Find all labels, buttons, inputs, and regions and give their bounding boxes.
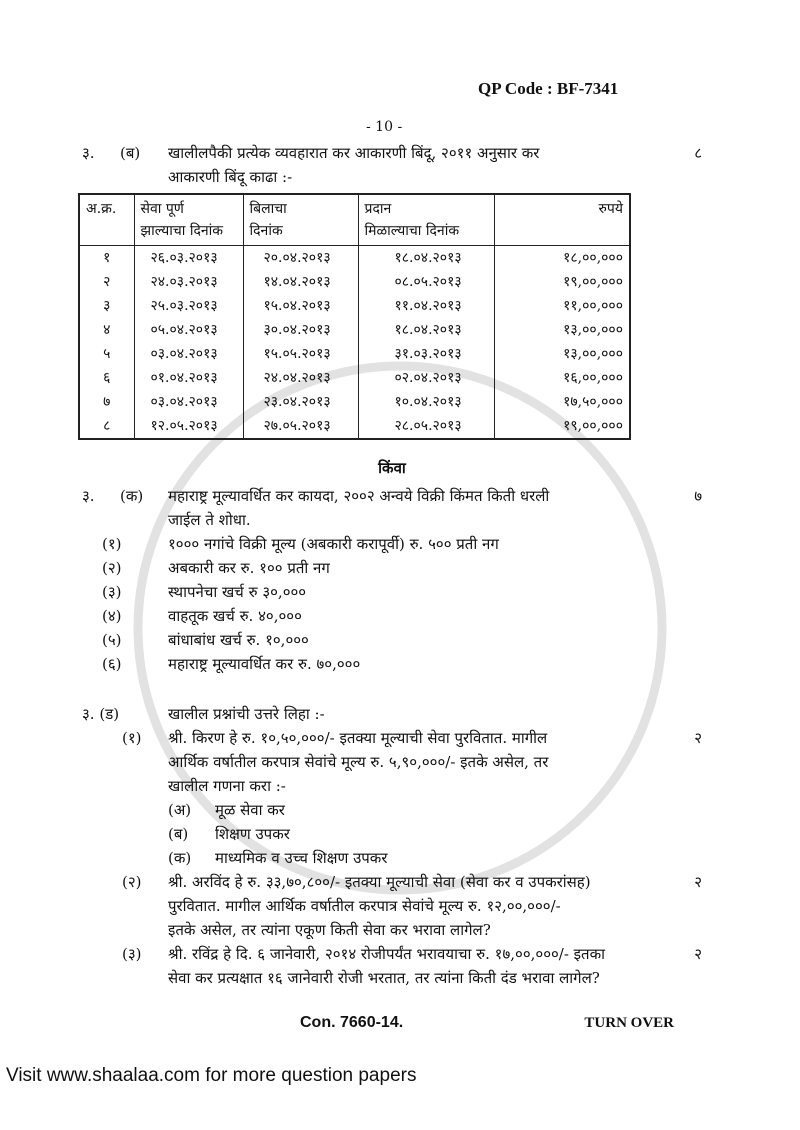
visit-link[interactable]: Visit www.shaalaa.com for more question papers bbox=[6, 1065, 417, 1086]
service-date-cell: ०३.०४.२०१३ bbox=[134, 390, 243, 414]
subquestion-part bbox=[82, 822, 702, 846]
list-item bbox=[82, 604, 702, 628]
subquestion-part bbox=[82, 798, 702, 822]
part-number: (क) bbox=[168, 849, 192, 867]
marks: २ bbox=[694, 945, 702, 963]
service-date-cell: ०५.०४.२०१३ bbox=[134, 318, 243, 342]
question-text: महाराष्ट्र मूल्यावर्धित कर कायदा, २००२ अन्वये विक्री किंमत किती धरली bbox=[168, 487, 550, 505]
service-date-cell: २५.०३.२०१३ bbox=[134, 294, 243, 318]
question-number: ३. bbox=[82, 144, 95, 162]
item-number: (६) bbox=[102, 655, 122, 673]
header-rupees: रुपये bbox=[494, 194, 630, 246]
sr-no-cell: ४ bbox=[79, 318, 134, 342]
subquestion-text: पुरवितात. मागील आर्थिक वर्षातील करपात्र सेवांचे मूल्य रु. १२,००,०००/- bbox=[168, 897, 561, 915]
item-text: १००० नगांचे विक्री मूल्य (अबकारी करापूर्वी) रु. ५०० प्रती नग bbox=[168, 535, 499, 553]
question-text: खालीलपैकी प्रत्येक व्यवहारात कर आकारणी बिंदू, २०११ अनुसार कर bbox=[168, 144, 540, 162]
item-number: (४) bbox=[102, 607, 122, 625]
amount-cell: १६,००,००० bbox=[494, 366, 630, 390]
service-date-cell: २६.०३.२०१३ bbox=[134, 246, 243, 271]
sr-no-cell: २ bbox=[79, 270, 134, 294]
table-row bbox=[79, 246, 630, 271]
sr-no-cell: ७ bbox=[79, 390, 134, 414]
header-service-completed: सेवा पूर्ण झाल्याचा दिनांक bbox=[134, 194, 243, 246]
bill-date-cell: १४.०४.२०१३ bbox=[243, 270, 358, 294]
subquestion bbox=[82, 942, 702, 990]
amount-cell: १७,५०,००० bbox=[494, 390, 630, 414]
question-number: ३. bbox=[82, 487, 95, 505]
question-text: जाईल ते शोधा. bbox=[168, 511, 251, 529]
subquestion-text: खालील गणना करा :- bbox=[168, 777, 286, 795]
sr-no-cell: ६ bbox=[79, 366, 134, 390]
sr-no-cell: १ bbox=[79, 246, 134, 271]
or-label: किंवा bbox=[378, 459, 406, 477]
part-text: मूळ सेवा कर bbox=[215, 801, 285, 819]
bill-date-cell: २०.०४.२०१३ bbox=[243, 246, 358, 271]
amount-cell: १९,००,००० bbox=[494, 270, 630, 294]
list-item bbox=[82, 580, 702, 604]
subquestion-number: (१) bbox=[122, 729, 142, 747]
item-text: स्थापनेचा खर्च रु ३०,००० bbox=[168, 583, 307, 601]
table-header-row bbox=[79, 194, 630, 246]
bill-date-cell: ३०.०४.२०१३ bbox=[243, 318, 358, 342]
question-text: आकारणी बिंदू काढा :- bbox=[168, 168, 293, 186]
list-item bbox=[82, 628, 702, 652]
list-item bbox=[82, 652, 702, 676]
payment-date-cell: १८.०४.२०१३ bbox=[358, 318, 494, 342]
payment-date-cell: १८.०४.२०१३ bbox=[358, 246, 494, 271]
item-number: (२) bbox=[102, 559, 122, 577]
subquestion-text: आर्थिक वर्षातील करपात्र सेवांचे मूल्य रु. ५,९०,०००/- इतके असेल, तर bbox=[168, 753, 549, 771]
sr-no-cell: ८ bbox=[79, 414, 134, 439]
payment-date-cell: ०८.०५.२०१३ bbox=[358, 270, 494, 294]
payment-date-cell: ३१.०३.२०१३ bbox=[358, 342, 494, 366]
sr-no-cell: ३ bbox=[79, 294, 134, 318]
question-3d bbox=[82, 702, 702, 726]
marks: ७ bbox=[694, 487, 702, 505]
header-bill-date: बिलाचा दिनांक bbox=[243, 194, 358, 246]
bill-date-cell: २४.०४.२०१३ bbox=[243, 366, 358, 390]
page-number: - 10 - bbox=[366, 119, 403, 135]
bill-date-cell: १५.०४.२०१३ bbox=[243, 294, 358, 318]
header-sr-no: अ.क्र. bbox=[79, 194, 134, 246]
question-content bbox=[82, 0, 702, 1034]
service-date-cell: ०१.०४.२०१३ bbox=[134, 366, 243, 390]
service-date-cell: २४.०३.२०१३ bbox=[134, 270, 243, 294]
subquestion-number: (३) bbox=[122, 945, 142, 963]
subquestion-text: इतके असेल, तर त्यांना एकूण किती सेवा कर भरावा लागेल? bbox=[168, 921, 491, 939]
sr-no-cell: ५ bbox=[79, 342, 134, 366]
subquestion-text: श्री. किरण हे रु. १०,५०,०००/- इतक्या मूल्याची सेवा पुरवितात. मागील bbox=[168, 729, 548, 747]
header-payment-date: प्रदान मिळाल्याचा दिनांक bbox=[358, 194, 494, 246]
amount-cell: १३,००,००० bbox=[494, 318, 630, 342]
subquestion-text: सेवा कर प्रत्यक्षात १६ जानेवारी रोजी भरतात, तर त्यांना किती दंड भरावा लागेल? bbox=[168, 969, 600, 987]
payment-date-cell: १०.०४.२०१३ bbox=[358, 390, 494, 414]
question-number: ३. (ड) bbox=[82, 705, 120, 723]
item-number: (५) bbox=[102, 631, 122, 649]
table-row bbox=[79, 366, 630, 390]
list-item bbox=[82, 532, 702, 556]
table-row bbox=[79, 318, 630, 342]
amount-cell: ११,००,००० bbox=[494, 294, 630, 318]
amount-cell: १३,००,००० bbox=[494, 342, 630, 366]
con-code: Con. 7660-14. bbox=[300, 1014, 404, 1031]
footer-row bbox=[82, 1012, 702, 1034]
subquestion bbox=[82, 726, 702, 798]
tax-point-table bbox=[78, 193, 631, 440]
item-text: वाहतूक खर्च रु. ४०,००० bbox=[168, 607, 302, 625]
part-number: (ब) bbox=[168, 825, 189, 843]
amount-cell: १९,००,००० bbox=[494, 414, 630, 439]
table-row bbox=[79, 270, 630, 294]
table-row bbox=[79, 390, 630, 414]
question-sub: (ब) bbox=[120, 144, 141, 162]
payment-date-cell: ०२.०४.२०१३ bbox=[358, 366, 494, 390]
bill-date-cell: १५.०५.२०१३ bbox=[243, 342, 358, 366]
item-number: (३) bbox=[102, 583, 122, 601]
service-date-cell: १२.०५.२०१३ bbox=[134, 414, 243, 439]
question-text: खालील प्रश्नांची उत्तरे लिहा :- bbox=[168, 705, 325, 723]
part-text: शिक्षण उपकर bbox=[215, 825, 290, 843]
marks: २ bbox=[694, 729, 702, 747]
turn-over: TURN OVER bbox=[584, 1015, 674, 1031]
part-text: माध्यमिक व उच्च शिक्षण उपकर bbox=[215, 849, 388, 867]
question-3c bbox=[82, 484, 702, 532]
table-row bbox=[79, 342, 630, 366]
marks: ८ bbox=[694, 144, 702, 162]
subquestion-text: श्री. रविंद्र हे दि. ६ जानेवारी, २०१४ रोजीपर्यंत भरावयाचा रु. १७,००,०००/- इतका bbox=[168, 945, 606, 963]
subquestion-part bbox=[82, 846, 702, 870]
marks: २ bbox=[694, 873, 702, 891]
part-number: (अ) bbox=[168, 801, 192, 819]
amount-cell: १८,००,००० bbox=[494, 246, 630, 271]
subquestion-number: (२) bbox=[122, 873, 142, 891]
question-sub: (क) bbox=[120, 487, 144, 505]
list-item bbox=[82, 556, 702, 580]
bill-date-cell: २७.०५.२०१३ bbox=[243, 414, 358, 439]
service-date-cell: ०३.०४.२०१३ bbox=[134, 342, 243, 366]
payment-date-cell: ११.०४.२०१३ bbox=[358, 294, 494, 318]
bill-date-cell: २३.०४.२०१३ bbox=[243, 390, 358, 414]
item-number: (१) bbox=[102, 535, 122, 553]
payment-date-cell: २८.०५.२०१३ bbox=[358, 414, 494, 439]
table-row bbox=[79, 414, 630, 439]
qp-code: QP Code : BF-7341 bbox=[478, 79, 619, 98]
question-3b bbox=[82, 141, 702, 189]
subquestion bbox=[82, 870, 702, 942]
item-text: बांधाबांध खर्च रु. १०,००० bbox=[168, 631, 309, 649]
subquestion-text: श्री. अरविंद हे रु. ३३,७०,८००/- इतक्या मूल्याची सेवा (सेवा कर व उपकरांसह) bbox=[168, 873, 591, 891]
item-text: अबकारी कर रु. १०० प्रती नग bbox=[168, 559, 330, 577]
table-row bbox=[79, 294, 630, 318]
item-text: महाराष्ट्र मूल्यावर्धित कर रु. ७०,००० bbox=[168, 655, 361, 673]
